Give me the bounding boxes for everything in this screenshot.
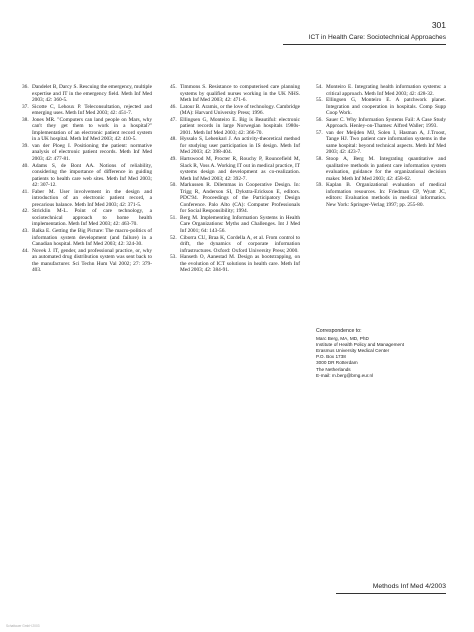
reference-text: Timmons S. Resistance to computerised care planning systems by qualified nurses working in the UK NHS. Meth Inf Med 2003; 42: 471-6. — [180, 84, 300, 104]
reference-text: Stricklin M-L. Point of care technology, a sociotechnical approach to home health implementation. Meth Inf Med 2003; 42: 463-70. — [32, 208, 152, 228]
reference-number: 45. — [170, 84, 177, 90]
reference-item — [170, 235, 300, 255]
reference-number: 55. — [316, 97, 323, 104]
reference-text: Ellingsen G, Monteiro E. Big is Beautiful: electronic patient records in large Norwegian hospitals 1980s-2001. Meth Inf Med 2003; 42: 366-70. — [180, 116, 300, 136]
correspondence-name: Marc Berg, MA, MD, PhD — [316, 336, 369, 342]
reference-item — [316, 97, 446, 117]
reference-item — [22, 208, 152, 228]
reference-number: 40. — [22, 162, 29, 169]
reference-item — [170, 136, 300, 156]
reference-text: Adams S, de Bont AA. Notions of reliability, considering the importance of difference in guiding patients to health care web sites. Meth Inf Med 2003; 42: 307-12. — [32, 162, 152, 189]
correspondence-email: E-mail: m.berg@bmg.eur.nl — [316, 372, 374, 378]
reference-text: Ellingsen G, Monteiro E. A patchwork planet. Integration and cooperation in hospitals. Comp Supp Coop Work. — [326, 97, 446, 117]
correspondence-institute: Institute of Health Policy and Management — [316, 342, 405, 348]
reference-text: Faber M. User involvement in the design and introduction of an electronic patient record, a precarious balance. Meth Inf Med 2003; 42: 371-5. — [32, 188, 152, 208]
reference-text: Hanseth O, Aanestad M. Design as bootstrapping, on the evolution of ICT solutions in health care. Meth Inf Med 2003; 42: 384-91. — [180, 254, 300, 274]
reference-item — [22, 84, 152, 104]
page-number: 301 — [431, 20, 446, 30]
reference-text: Kaplan B. Organizational evaluation of medical information resources. In: Friedman CP, Wyatt JC, editors: Evaluation methods in medical informatics. New York: Springer-Verlag 1997; pp. 255-80. — [326, 182, 446, 208]
footer-rule — [336, 593, 446, 594]
reference-number: 58. — [316, 156, 323, 163]
reference-number: 49. — [170, 156, 177, 163]
journal-footer: Methods Inf Med 4/2003 — [372, 583, 446, 590]
reference-item — [316, 84, 446, 97]
reference-item — [170, 215, 300, 235]
reference-text: Jones MR. "Computers can land people on Mars, why can't they get them to work in a hospital?" Implementation of an electronic patient record system in a UK hospital. Meth Inf Med 2003; 42: 410-5. — [32, 116, 152, 143]
reference-text: van der Ploeg I. Positioning the patient: normative analysis of electronic patient records. Meth Inf Med 2003; 42: 477-81. — [32, 142, 152, 163]
reference-number: 38. — [22, 116, 29, 123]
reference-number: 42. — [22, 208, 29, 215]
references-column-3 — [316, 84, 446, 208]
reference-item — [22, 104, 152, 117]
reference-item — [316, 117, 446, 130]
reference-text: Hyssalo S, Lehenkari J. An activity-theoretical method for studying user participation in IS design. Meth Inf Med 2003; 42: 398-404. — [180, 136, 300, 156]
references-column-1 — [22, 84, 152, 274]
reference-text: Stoop A, Berg M. Integrating quantitative and qualitative methods in patient care information system evaluation, guidance for the organizational decision maker. Meth Inf Med 2003; 42: 458-62. — [326, 156, 446, 182]
reference-number: 47. — [170, 116, 177, 123]
reference-text: Novek J. IT, gender, and professional practice, or, why an automated drug distribution system was sent back to the manufacturer. Sci Techn Hum Val 2002; 27: 379-403. — [32, 247, 152, 274]
reference-item — [170, 182, 300, 215]
running-head: ICT in Health Care: Sociotechnical Approaches — [308, 34, 446, 41]
reference-item — [22, 189, 152, 209]
reference-number: 43. — [22, 228, 29, 235]
reference-text: Dandelet B, Darcy S. Rescuing the emergency, multiple expertise and IT in the emergency field. Meth Inf Med 2003; 42: 360-5. — [32, 84, 152, 104]
reference-number: 50. — [170, 182, 177, 189]
correspondence-block — [316, 328, 451, 379]
reference-item — [316, 156, 446, 182]
reference-number: 37. — [22, 103, 29, 110]
correspondence-country: The Netherlands — [316, 366, 351, 372]
reference-number: 48. — [170, 136, 177, 143]
references-column-2 — [170, 84, 300, 274]
correspondence-po-box: P.O. Box 1738 — [316, 354, 346, 360]
reference-item — [22, 228, 152, 248]
reference-number: 36. — [22, 84, 29, 90]
reference-number: 39. — [22, 142, 29, 149]
reference-number: 59. — [316, 182, 323, 189]
reference-text: Hartswood M, Procter R, Rouchy P, Rouncefield M, Slack R, Voss A. Working IT out in medical practice, IT systems design and development as co-realization. Meth Inf Med 2003; 42: 392-7. — [180, 156, 300, 182]
reference-number: 53. — [170, 254, 177, 261]
reference-item — [170, 254, 300, 274]
reference-item — [22, 143, 152, 163]
copyright-corner-mark: Schattauer GmbH 2003 — [6, 624, 40, 628]
reference-text: Monteiro E. Integrating health information systems: a critical approach. Meth Inf Med 2003; 42: 428-32. — [326, 84, 446, 97]
reference-item — [316, 182, 446, 208]
reference-text: Latour B. Aramis, or the love of technology. Cambridge (MA): Harvard University Press; 1996. — [180, 103, 300, 117]
correspondence-university: Erasmus University Medical Center — [316, 348, 390, 354]
reference-number: 44. — [22, 247, 29, 254]
reference-item — [316, 130, 446, 156]
reference-text: Markussen R. Dilemmas in Cooperative Design. In: Trigg R, Anderson SI, Dykstra-Erickson E, editors. PDC'94. Proceedings of the Participatory Design Conference. Palo Alto (CA): Computer Professionals for Social Responsibility; 1994. — [180, 182, 300, 215]
reference-item — [22, 163, 152, 189]
reference-number: 57. — [316, 129, 323, 136]
reference-number: 46. — [170, 103, 177, 110]
reference-item — [170, 84, 300, 104]
reference-text: Balka E. Getting the Big Picture: The macro-politics of information system development (and failure) in a Canadian hospital. Meth Inf Med 2003; 42: 324-30. — [32, 228, 152, 248]
reference-number: 54. — [316, 84, 323, 90]
reference-number: 52. — [170, 234, 177, 241]
reference-text: Sauer C. Why Information Systems Fail: A Case Study Approach. Henley-on-Thames: Alfred Waller; 1993. — [326, 116, 446, 130]
reference-text: van der Meijden MJ, Solen I, Hasman A, J.Troost, Tange HJ. Two patient care information systems in the same hospital: beyond technical aspects. Meth Inf Med 2003; 42: 423-7. — [326, 129, 446, 156]
header-rule — [283, 44, 446, 45]
reference-text: Ciborra CU, Braa K, Cordella A, et al. From control to drift, the dynamics of corporate information infrastructures. Oxford: Oxford University Press; 2000. — [180, 234, 300, 254]
reference-item — [22, 248, 152, 274]
correspondence-city: 3000 DR Rotterdam — [316, 360, 358, 366]
correspondence-title: Correspondence to: — [316, 328, 362, 334]
reference-item — [170, 156, 300, 182]
reference-number: 56. — [316, 116, 323, 123]
reference-text: Berg M. Implementing Information Systems in Health Care Organizations: Myths and Challenges. Int J Med Inf 2001; 64: 143-56. — [180, 214, 300, 235]
reference-item — [170, 104, 300, 117]
reference-text: Sicotte C, Lehoux P. Teleconsultation, rejected and emerging uses. Meth Inf Med 2003; 42: 451-7. — [32, 103, 152, 117]
reference-number: 51. — [170, 214, 177, 221]
reference-item — [22, 117, 152, 143]
reference-item — [170, 117, 300, 137]
reference-number: 41. — [22, 188, 29, 195]
